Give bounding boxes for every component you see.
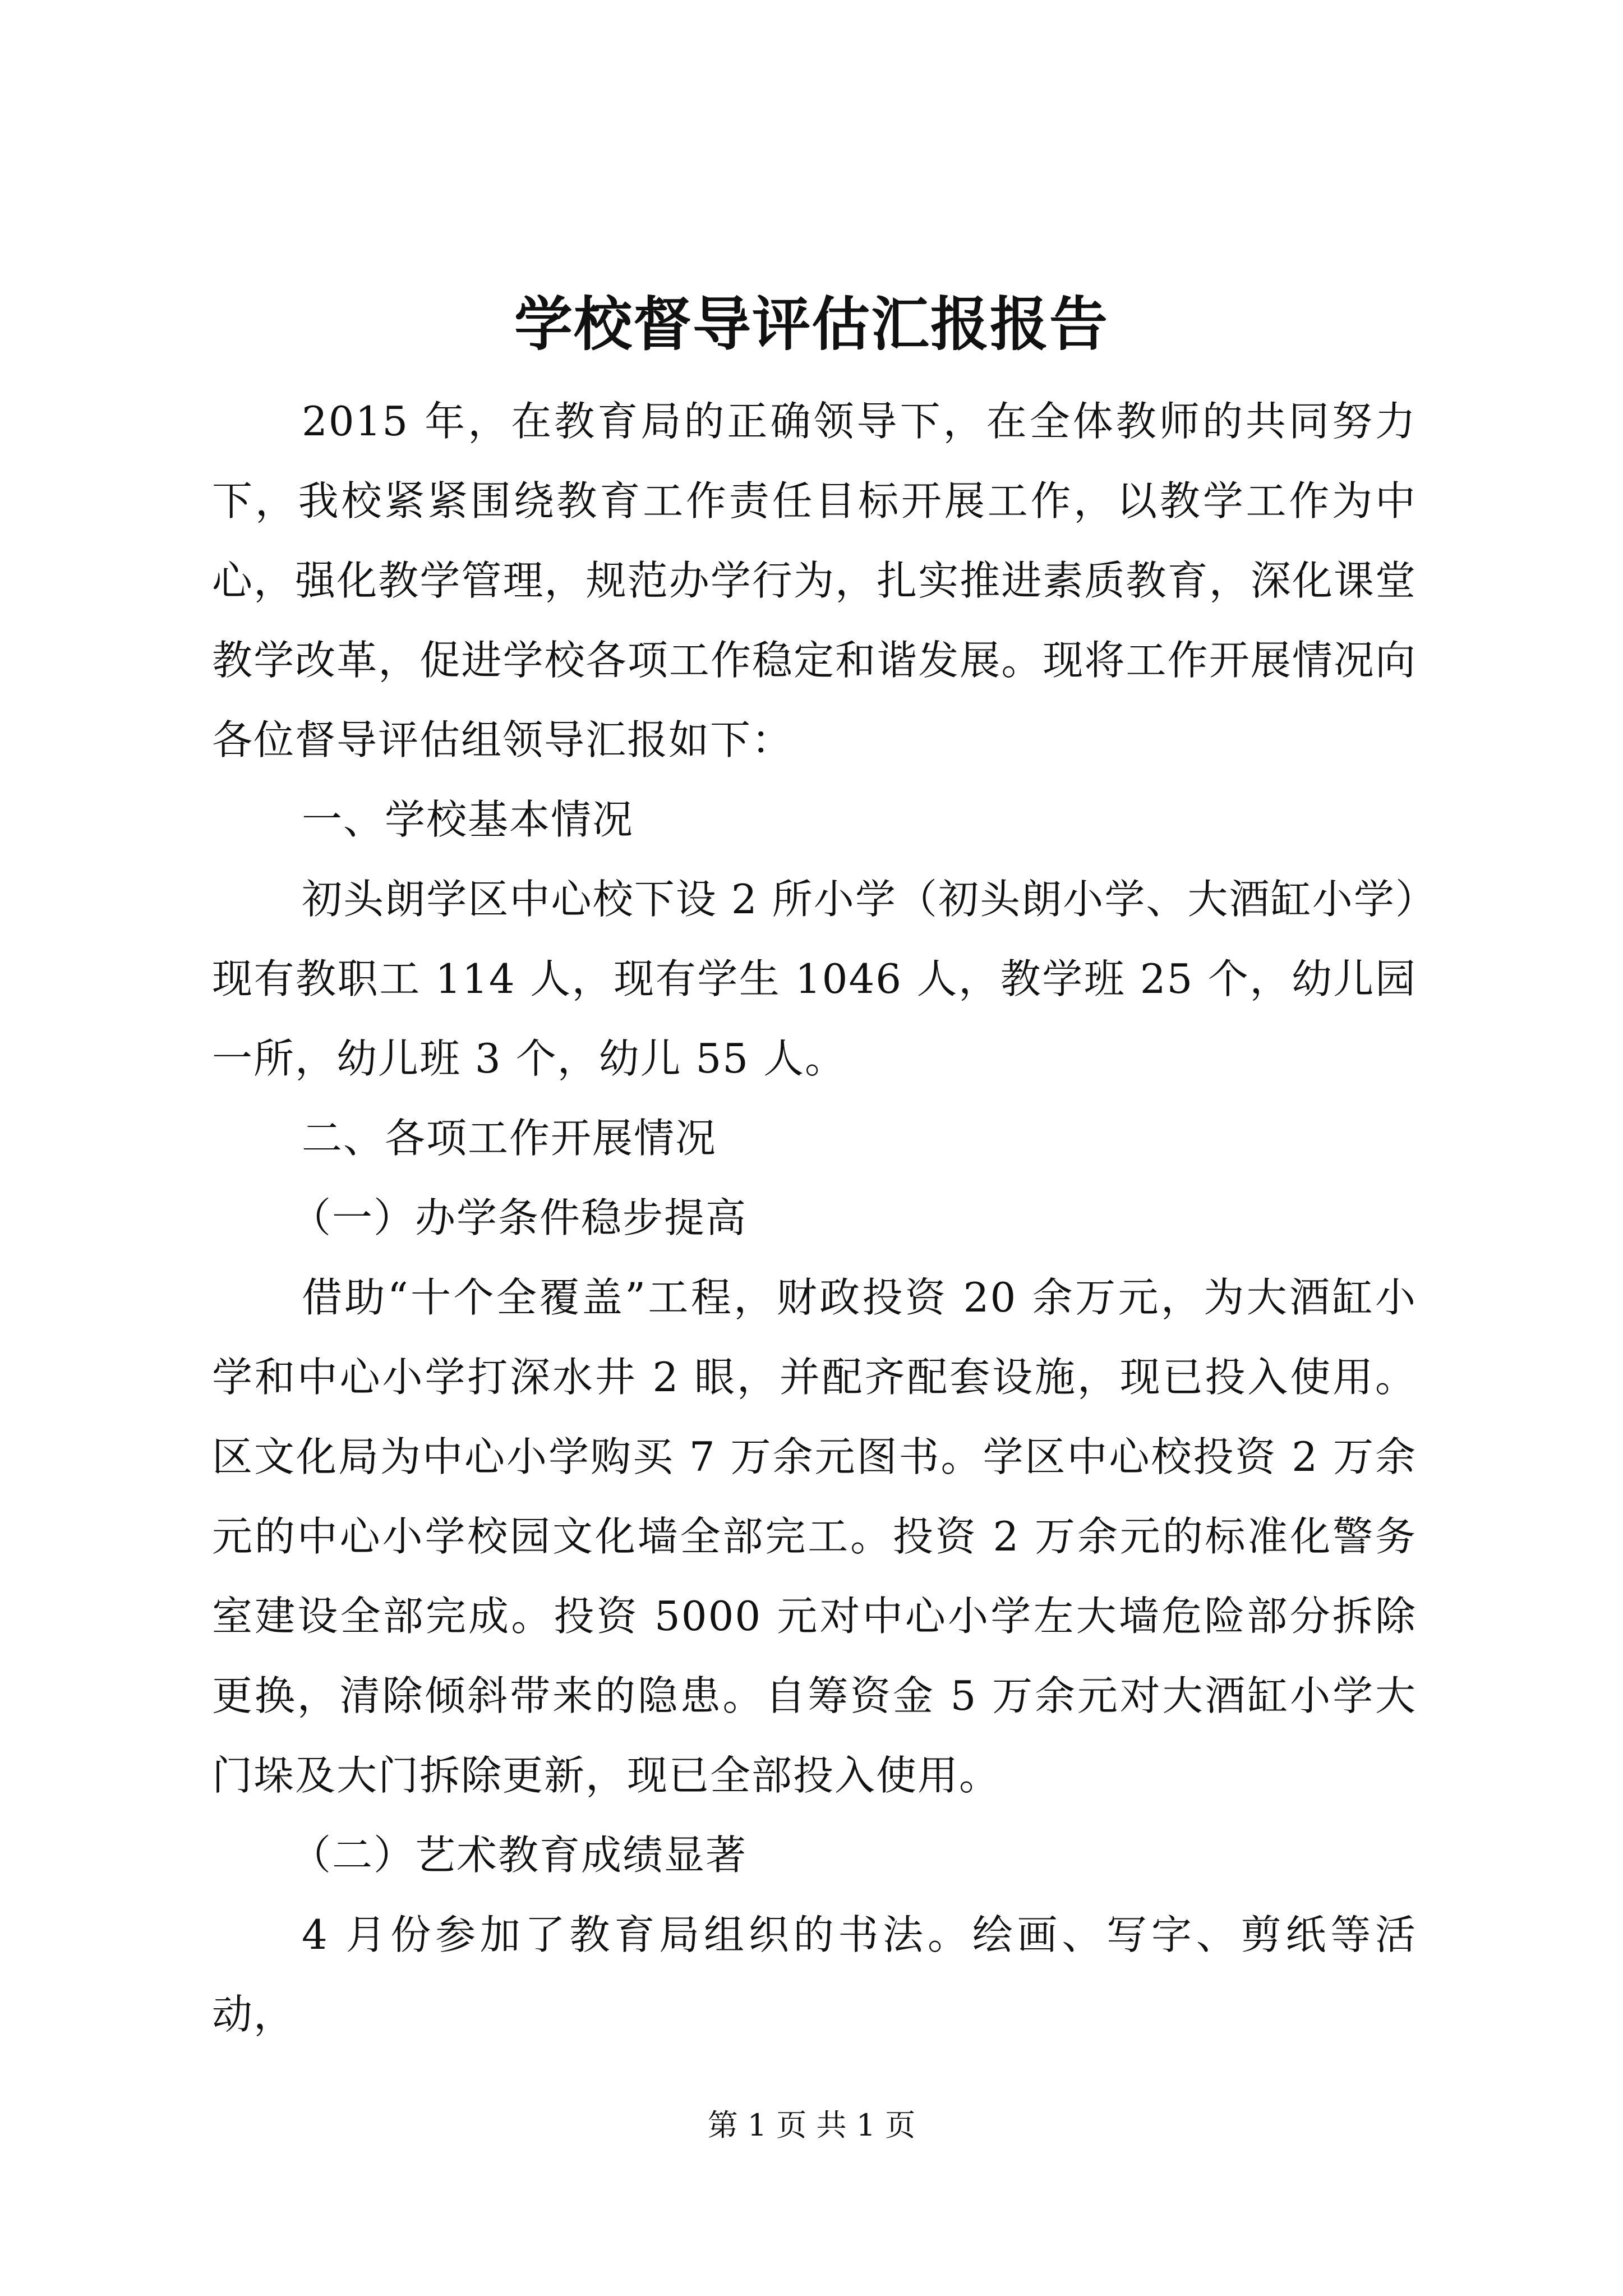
document-title: 学校督导评估汇报报告 <box>514 289 1109 358</box>
subsection-heading-conditions: （一）办学条件稳步提高 <box>291 1194 748 1241</box>
document-body <box>212 381 1417 2054</box>
subsection-heading-arts: （二）艺术教育成绩显著 <box>291 1832 748 1879</box>
basic-info-paragraph: 初头朗学区中心校下设 2 所小学（初头朗小学、大酒缸小学）现有教职工 114 人，现有学生 1046 人，教学班 25 个，幼儿园一所，幼儿班 3 个，幼儿 55 人。 <box>212 876 1417 1082</box>
page-footer: 第 1 页 共 1 页 <box>707 2108 916 2143</box>
section-heading-work-progress: 二、各项工作开展情况 <box>302 1115 717 1162</box>
section-heading-basic-info: 一、学校基本情况 <box>302 796 634 843</box>
intro-paragraph: 2015 年，在教育局的正确领导下，在全体教师的共同努力下，我校紧紧围绕教育工作责任目标开展工作，以教学工作为中心，强化教学管理，规范办学行为，扎实推进素质教育，深化课堂教学改革，促进学校各项工作稳定和谐发展。现将工作开展情况向各位督导评估组领导汇报如下： <box>212 398 1417 763</box>
arts-paragraph: 4 月份参加了教育局组织的书法。绘画、写字、剪纸等活动， <box>212 1911 1417 2038</box>
conditions-paragraph: 借助“十个全覆盖”工程，财政投资 20 余万元，为大酒缸小学和中心小学打深水井 2 眼，并配齐配套设施，现已投入使用。区文化局为中心小学购买 7 万余元图书。学区中心校投资 2 万余元的中心小学校园文化墙全部完工。投资 2 万余元的标准化警务室建设全部完成。投资 5000 元对中心小学左大墙危险部分拆除更换，清除倾斜带来的隐患。自筹资金 5 万余元对大酒缸小学大门垛及大门拆除更新，现已全部投入使用。 <box>212 1274 1417 1799</box>
